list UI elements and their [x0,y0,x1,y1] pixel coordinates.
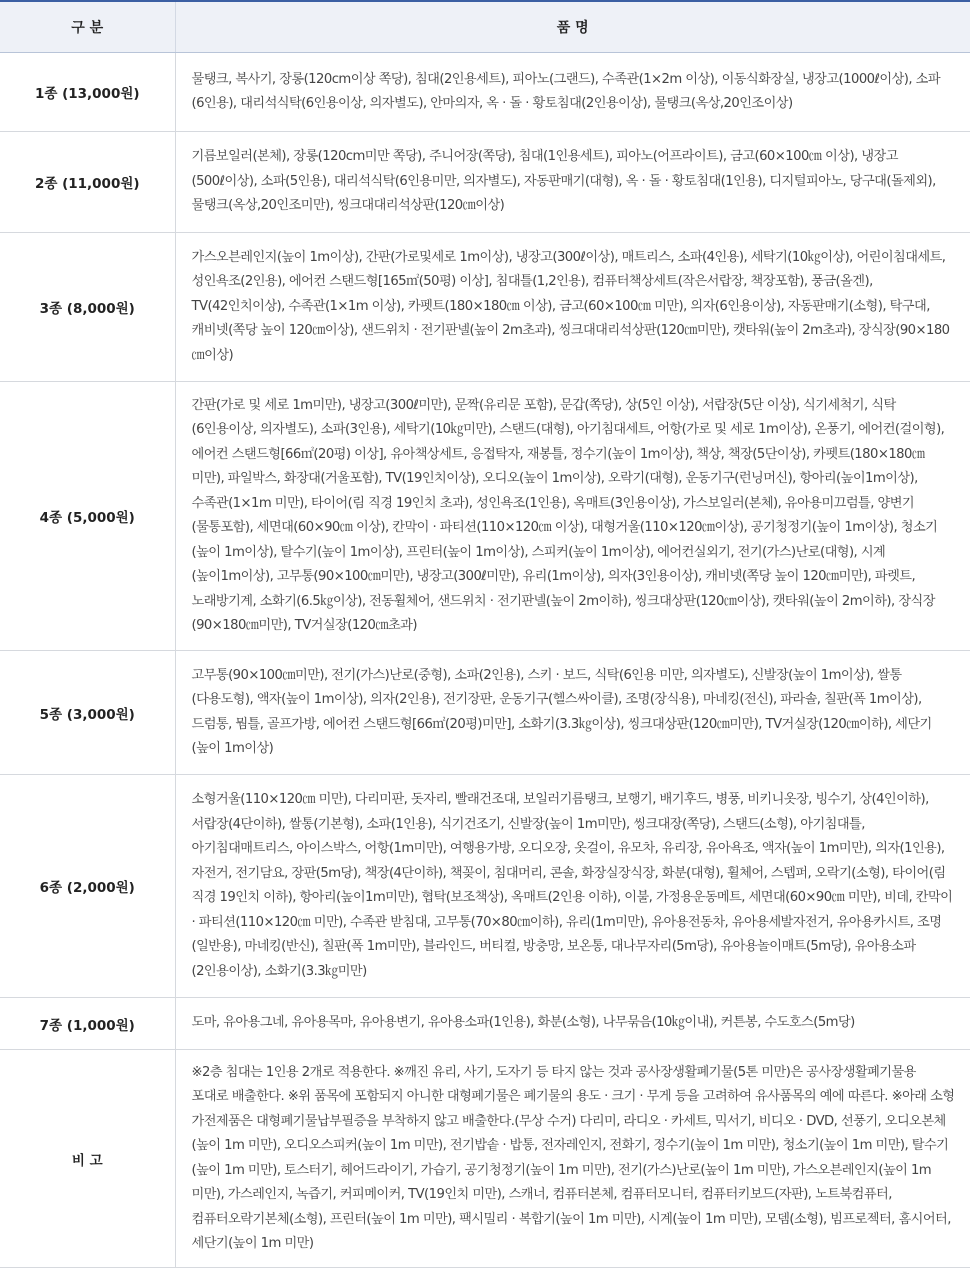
header-category: 구 분 [0,1,175,53]
table-row [0,1050,970,1268]
table-row [0,651,970,775]
row-items: 간판(가로 및 세로 1m미만), 냉장고(300ℓ미만), 문짝(유리문 포함), 문갑(쪽당), 상(5인 이상), 서랍장(5단 이상), 식기세척기, 식탁(6인용이상, 의자별도), 소파(3인용), 세탁기(10㎏미만), 스탠드(대형), 아기침대세트, 어항(가로 및 세로 1m이상), 온풍기, 에어컨(걸이형), 에어컨 스탠드형[66㎡(20평) 이상], 유아책상세트, 응접탁자, 재봉틀, 정수기(높이 1m이상), 책상, 책장(5단이상), 카펫트(180×180㎝ 미만), 파일박스, 화장대(거울포함), TV(19인치이상), 오디오(높이 1m이상), 오락기(대형), 운동기구(런닝머신), 항아리(높이1m이상), 수족관(1×1m 미만), 타이어(림 직경 19인치 초과), 성인욕조(1인용), 옥매트(3인용이상), 가스보일러(본체), 유아용미끄럼틀, 양변기(물통포함), 세면대(60×90㎝ 이상), 칸막이 · 파티션(110×120㎝ 이상), 대형거울(110×120㎝이상), 공기청정기(높이 1m이상), 청소기(높이 1m이상), 탈수기(높이 1m이상), 프린터(높이 1m이상), 스피커(높이 1m이상), 에어컨실외기, 전기(가스)난로(대형), 시계(높이1m이상), 고무통(90×100㎝미만), 냉장고(300ℓ미만), 유리(1m이상), 의자(3인용이상), 캐비넷(쪽당 높이 120㎝미만), 파렛트, 노래방기계, 소화기(6.5㎏이상), 전동휠체어, 샌드위치 · 전기판넬(높이 2m이하), 씽크대상판(120㎝이상), 캣타워(높이 2m이하), 장식장(90×180㎝미만), TV거실장(120㎝초과) [175,382,970,651]
row-items: 소형거울(110×120㎝ 미만), 다리미판, 돗자리, 빨래건조대, 보일러기름탱크, 보행기, 배기후드, 병풍, 비키니옷장, 빙수기, 상(4인이하), 서랍장(4단이하), 쌀통(기본형), 소파(1인용), 식기건조기, 신발장(높이 1m미만), 씽크대장(쪽당), 스탠드(소형), 아기침대틀, 아기침대매트리스, 아이스박스, 어항(1m미만), 여행용가방, 오디오장, 옷걸이, 유모차, 유리장, 유아욕조, 액자(높이 1m미만), 의자(1인용), 자전거, 전기담요, 장판(5m당), 책장(4단이하), 책꽂이, 침대머리, 콘솔, 화장실장식장, 화분(대형), 휠체어, 스텝퍼, 오락기(소형), 타이어(림 직경 19인치 이하), 항아리(높이1m미만), 협탁(보조책상), 옥매트(2인용 이하), 이불, 가정용운동메트, 세면대(60×90㎝ 미만), 비데, 칸막이 · 파티션(110×120㎝ 미만), 수족관 받침대, 고무통(70×80㎝이하), 유리(1m미만), 유아용전동차, 유아용세발자전거, 유아용카시트, 조명(일반용), 마네킹(반신), 칠판(폭 1m미만), 블라인드, 버티컬, 방충망, 보온통, 대나무자리(5m당), 유아용놀이매트(5m당), 유아용소파(2인용이상), 소화기(3.3㎏미만) [175,775,970,998]
row-category: 5종 (3,000원) [0,651,175,775]
row-category: 7종 (1,000원) [0,998,175,1050]
row-items: 도마, 유아용그네, 유아용목마, 유아용변기, 유아용소파(1인용), 화분(소형), 나무묶음(10㎏이내), 커튼봉, 수도호스(5m당) [175,998,970,1050]
row-items: 물탱크, 복사기, 장롱(120cm이상 쪽당), 침대(2인용세트), 피아노(그랜드), 수족관(1×2m 이상), 이동식화장실, 냉장고(1000ℓ이상), 소파(6인용), 대리석식탁(6인용이상, 의자별도), 안마의자, 옥 · 돌 · 황토침대(2인용이상), 물탱크(옥상,20인조이상) [175,53,970,132]
table-row [0,998,970,1050]
row-category: 1종 (13,000원) [0,53,175,132]
table-row [0,775,970,998]
row-category: 3종 (8,000원) [0,233,175,382]
row-items: 기름보일러(본체), 장롱(120cm미만 쪽당), 주니어장(쪽당), 침대(1인용세트), 피아노(어프라이트), 금고(60×100㎝ 이상), 냉장고(500ℓ이상), 소파(5인용), 대리석식탁(6인용미만, 의자별도), 자동판매기(대형), 옥 · 돌 · 황토침대(1인용), 디지털피아노, 당구대(돌제외), 물탱크(옥상,20인조미만), 씽크대대리석상판(120㎝이상) [175,132,970,233]
row-items: 가스오븐레인지(높이 1m이상), 간판(가로및세로 1m이상), 냉장고(300ℓ이상), 매트리스, 소파(4인용), 세탁기(10㎏이상), 어린이침대세트, 성인욕조(2인용), 에어컨 스탠드형[165㎡(50평) 이상], 침대틀(1,2인용), 컴퓨터책상세트(작은서랍장, 책장포함), 풍금(올겐), TV(42인치이상), 수족관(1×1m 이상), 카펫트(180×180㎝ 이상), 금고(60×100㎝ 미만), 의자(6인용이상), 자동판매기(소형), 탁구대, 캐비넷(쪽당 높이 120㎝이상), 샌드위치 · 전기판넬(높이 2m초과), 씽크대대리석상판(120㎝미만), 캣타워(높이 2m초과), 장식장(90×180㎝이상) [175,233,970,382]
header-items: 품 명 [175,1,970,53]
row-items: 고무통(90×100㎝미만), 전기(가스)난로(중형), 소파(2인용), 스키 · 보드, 식탁(6인용 미만, 의자별도), 신발장(높이 1m이상), 쌀통(다용도형), 액자(높이 1m이상), 의자(2인용), 전기장판, 운동기구(헬스싸이클), 조명(장식용), 마네킹(전신), 파라솔, 칠판(폭 1m이상), 드럼통, 뭠틀, 골프가방, 에어컨 스탠드형[66㎡(20평)미만], 소화기(3.3㎏이상), 씽크대상판(120㎝미만), TV거실장(120㎝이하), 세단기(높이 1m이상) [175,651,970,775]
table-body [0,53,970,1268]
row-category: 6종 (2,000원) [0,775,175,998]
table-header [0,1,970,53]
table-row [0,132,970,233]
header-row [0,1,970,53]
row-category: 비 고 [0,1050,175,1268]
table-row [0,53,970,132]
table-row [0,233,970,382]
row-category: 2종 (11,000원) [0,132,175,233]
row-items: ※2층 침대는 1인용 2개로 적용한다. ※깨진 유리, 사기, 도자기 등 타지 않는 것과 공사장생활폐기물(5톤 미만)은 공사장생활폐기물용 포대로 배출한다. ※위 품목에 포함되지 아니한 대형폐기물은 폐기물의 용도 · 크기 · 무게 등을 고려하여 유사품목의 예에 따른다. ※아래 소형 가전제품은 대형폐기물납부필증을 부착하지 않고 배출한다.(무상 수거) 다리미, 라디오 · 카세트, 믹서기, 비디오 · DVD, 선풍기, 오디오본체(높이 1m 미만), 오디오스피커(높이 1m 미만), 전기밥솥 · 밥통, 전자레인지, 전화기, 정수기(높이 1m 미만), 청소기(높이 1m 미만), 탈수기(높이 1m 미만), 토스터기, 헤어드라이기, 가습기, 공기청정기(높이 1m 미만), 전기(가스)난로(높이 1m 미만), 가스오븐레인지(높이 1m 미만), 가스레인지, 녹즙기, 커피메이커, TV(19인치 미만), 스캐너, 컴퓨터본체, 컴퓨터모니터, 컴퓨터키보드(자판), 노트북컴퓨터, 컴퓨터오락기본체(소형), 프린터(높이 1m 미만), 팩시밀리 · 복합기(높이 1m 미만), 시계(높이 1m 미만), 모뎀(소형), 빔프로젝터, 홈시어터, 세단기(높이 1m 미만) [175,1050,970,1268]
table-row [0,382,970,651]
row-category: 4종 (5,000원) [0,382,175,651]
